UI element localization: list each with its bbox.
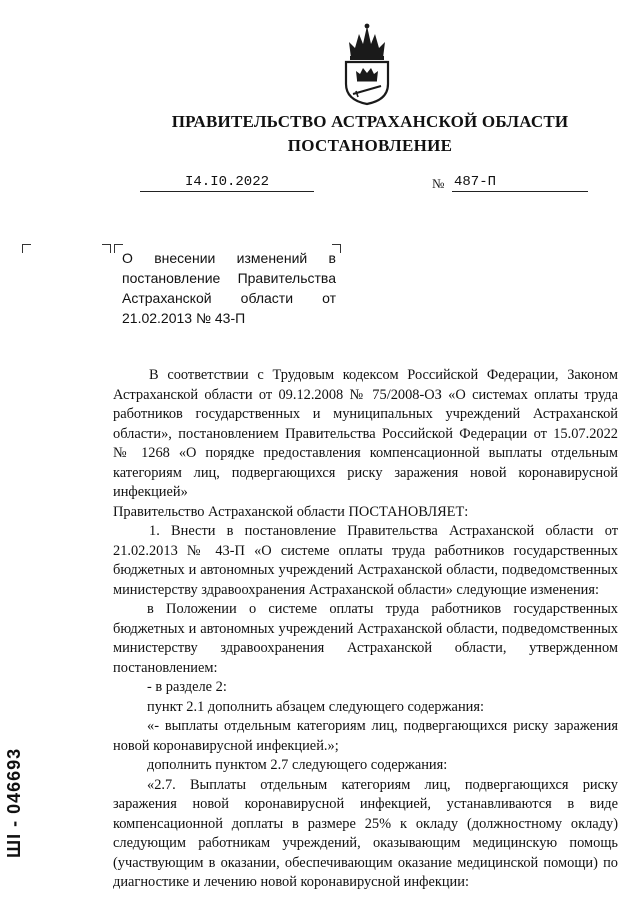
organization-title: ПРАВИТЕЛЬСТВО АСТРАХАНСКОЙ ОБЛАСТИ <box>171 112 569 131</box>
point-2-7-paragraph: «2.7. Выплаты отдельным категориям лиц, подвергающихся риску заражения новой коронавирусной инфекцией, устанавливаются в виде компенсационной доплаты в размере 25% к окладу (должностному окладу) следующим работникам учреждений, оказывающим медицинскую помощь (участвующим в оказании, обеспечивающим оказание медицинской помощи) по диагностике и лечению новой коронавирусной инфекции: <box>113 776 618 890</box>
subject-bracket-left-outer <box>102 244 111 253</box>
item-1-paragraph: 1. Внести в постановление Правительства Астраханской области от 21.02.2013 № 43-П «О системе оплаты труда работников государственных бюджетных и автономных учреждений Астраханской области, подведомственных министерству здравоохранения Астраханской области» следующие изменения: <box>113 523 618 598</box>
resolution-paragraph: Правительство Астраханской области ПОСТАНОВЛЯЕТ: <box>113 503 469 520</box>
document-body <box>113 366 618 893</box>
preamble-paragraph: В соответствии с Трудовым кодексом Российской Федерации, Законом Астраханской области от 09.12.2008 № 75/2008-ОЗ «О системах оплаты труда работников государственных и муниципальных учреждений Астраханской области», постановлением Правительства Российской Федерации от 15.07.2022 № 1268 «О порядке предоставления компенсационной выплаты отдельным категориям лиц, подвергающихся риску заражения новой коронавирусной инфекцией» <box>113 367 618 500</box>
document-subject: О внесении изменений в постановление Правительства Астраханской области от 21.02.2013 № 43-П <box>122 250 336 326</box>
document-date: I4.I0.2022 <box>140 174 314 192</box>
point-2-7-intro-paragraph: дополнить пунктом 2.7 следующего содержания: <box>147 757 448 773</box>
left-margin-corner-mark <box>22 244 31 253</box>
document-type-title: ПОСТАНОВЛЕНИЕ <box>287 136 453 155</box>
regulation-paragraph: в Положении о системе оплаты труда работников государственных бюджетных и автономных учреждений Астраханской области, подведомственных министерству здравоохранения Астраханской области, утвержденном постановлением: <box>113 601 618 676</box>
quote-paragraph: «- выплаты отдельным категориям лиц, подвергающихся риску заражения новой коронавирусной инфекцией.»; <box>113 718 618 754</box>
number-sign: № <box>432 176 445 191</box>
document-number: 487-П <box>452 174 588 192</box>
point-2-1-paragraph: пункт 2.1 дополнить абзацем следующего содержания: <box>147 698 484 715</box>
coat-of-arms-emblem <box>341 22 393 106</box>
form-serial-number: ШI - 046693 <box>4 747 24 859</box>
section-2-paragraph: - в разделе 2: <box>147 679 227 695</box>
